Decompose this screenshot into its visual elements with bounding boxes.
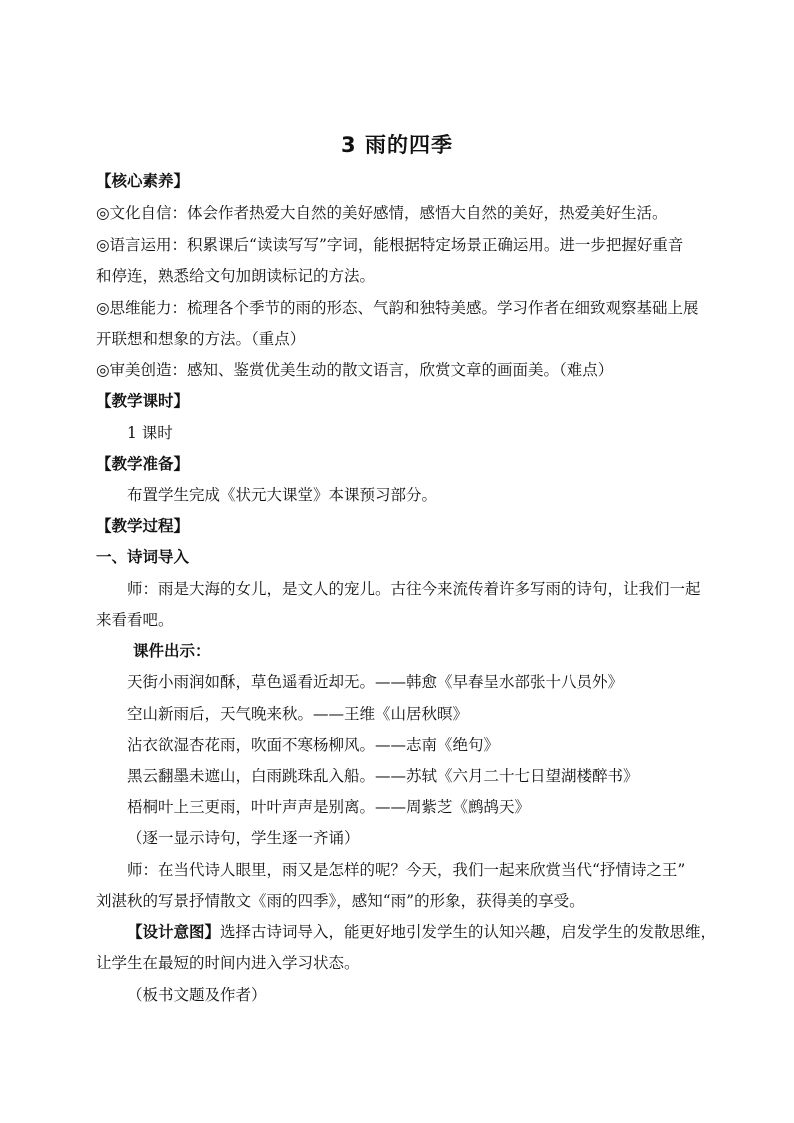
teacher-line-2b: 刘湛秋的写景抒情散文《雨的四季》，感知“雨”的形象，获得美的享受。 (96, 892, 585, 910)
poem-line-2: 空山新雨后，天气晚来秋。——王维《山居秋暝》 (127, 705, 469, 723)
prep-value: 布置学生完成《状元大课堂》本课预习部分。 (127, 486, 438, 504)
page-title: 3 雨的四季 (341, 133, 453, 157)
core-item-thinking-line2: 开联想和想象的方法。（重点） (96, 330, 306, 348)
design-intent-label: 【设计意图】 (127, 923, 221, 941)
design-intent-text: 选择古诗词导入，能更好地引发学生的认知兴趣，启发学生的发散思维， (220, 923, 717, 941)
section-heading-core: 【核心素养】 (96, 172, 190, 190)
teacher-line-1a: 师：雨是大海的女儿，是文人的宠儿。古往今来流传着许多写雨的诗句，让我们一起 (127, 580, 701, 598)
core-item-culture: ◎文化自信：体会作者热爱大自然的美好感情，感悟大自然的美好，热爱美好生活。 (96, 204, 668, 222)
poem-line-4: 黑云翻墨未遮山，白雨跳珠乱入船。——苏轼《六月二十七日望湖楼醉书》 (127, 767, 639, 785)
teacher-line-2a: 师：在当代诗人眼里，雨又是怎样的呢？今天，我们一起来欣赏当代“抒情诗之王” (127, 861, 686, 879)
poem-line-1: 天街小雨润如酥，草色遥看近却无。——韩愈《早春呈水部张十八员外》 (127, 673, 624, 691)
stage-note-1: （逐一显示诗句，学生逐一齐诵） (127, 829, 360, 847)
poem-line-5: 梧桐叶上三更雨，叶叶声声是别离。——周紫芝《鹧鸪天》 (127, 798, 531, 816)
design-intent-line1 (127, 922, 757, 942)
poem-line-3: 沾衣欲湿杏花雨，吹面不寒杨柳风。——志南《绝句》 (127, 736, 500, 754)
stage-note-2: （板书文题及作者） (127, 986, 267, 1004)
teacher-line-1b: 来看看吧。 (96, 611, 174, 629)
core-item-language-line1: ◎语言运用：积累课后“读读写写”字词，能根据特定场景正确运用。进一步把握好重音 (96, 236, 684, 254)
section-heading-hours: 【教学课时】 (96, 392, 190, 410)
hours-value: 1 课时 (127, 424, 173, 442)
core-item-aesthetic: ◎审美创造：感知、鉴赏优美生动的散文语言，欣赏文章的画面美。（难点） (96, 361, 614, 379)
core-item-language-line2: 和停连，熟悉给文句加朗读标记的方法。 (96, 267, 376, 285)
slide-label: 课件出示： (133, 642, 211, 660)
section-heading-process: 【教学过程】 (96, 517, 190, 535)
section-heading-prep: 【教学准备】 (96, 455, 190, 473)
step-heading-poem-intro: 一、诗词导入 (96, 548, 190, 566)
design-intent-line2: 让学生在最短的时间内进入学习状态。 (96, 954, 360, 972)
core-item-thinking-line1: ◎思维能力：梳理各个季节的雨的形态、气韵和独特美感。学习作者在细致观察基础上展 (96, 299, 699, 317)
